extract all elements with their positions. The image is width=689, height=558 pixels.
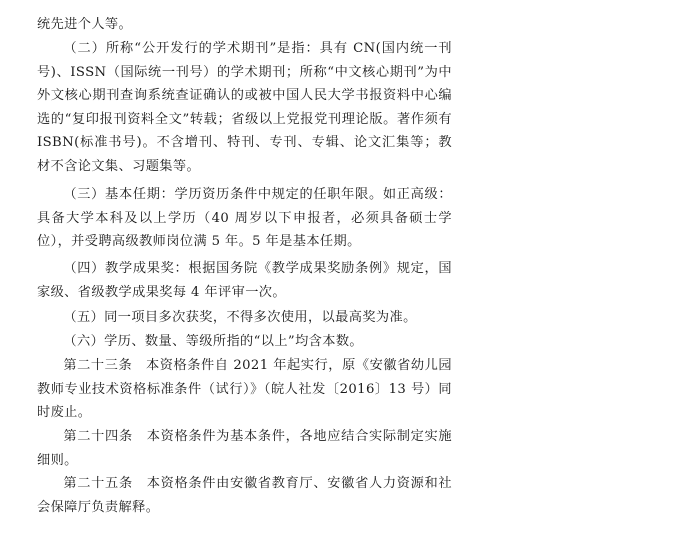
- paragraph-item-2: （二）所称“公开发行的学术期刊”是指：具有 CN(国内统一刊号)、ISSN（国际统一刊号）的学术期刊；所称“中文核心期刊”为中外文核心期刊查询系统查证确认的或被中国人民大学书报资料中心编选的“复印报刊资料全文”转载；省级以上党报党刊理论版。著作须有 ISBN(标准书号)。不含增刊、特刊、专刊、专辑、论文汇集等；教材不含论文集、习题集等。: [37, 41, 452, 174]
- paragraph-item-3: （三）基本任期：学历资历条件中规定的任职年限。如正高级：具备大学本科及以上学历（40 周岁以下申报者，必须具备硕士学位），并受聘高级教师岗位满 5 年。5 年是基本任期。: [37, 187, 452, 250]
- paragraph-item-5: （五）同一项目多次获奖，不得多次使用，以最高奖为准。: [63, 310, 417, 325]
- article-24: 第二十四条 本资格条件为基本条件，各地应结合实际制定实施细则。: [37, 429, 452, 468]
- paragraph-continuation: 统先进个人等。: [37, 17, 133, 32]
- paragraph-item-4: （四）教学成果奖：根据国务院《教学成果奖励条例》规定，国家级、省级教学成果奖每 4 年评审一次。: [37, 261, 452, 300]
- paragraph-item-6: （六）学历、数量、等级所指的“以上”均含本数。: [63, 334, 364, 349]
- article-25: 第二十五条 本资格条件由安徽省教育厅、安徽省人力资源和社会保障厅负责解释。: [37, 476, 452, 515]
- article-23: 第二十三条 本资格条件自 2021 年起实行，原《安徽省幼儿园教师专业技术资格标准条件（试行）》（皖人社发〔2016〕13 号）同时废止。: [37, 358, 452, 421]
